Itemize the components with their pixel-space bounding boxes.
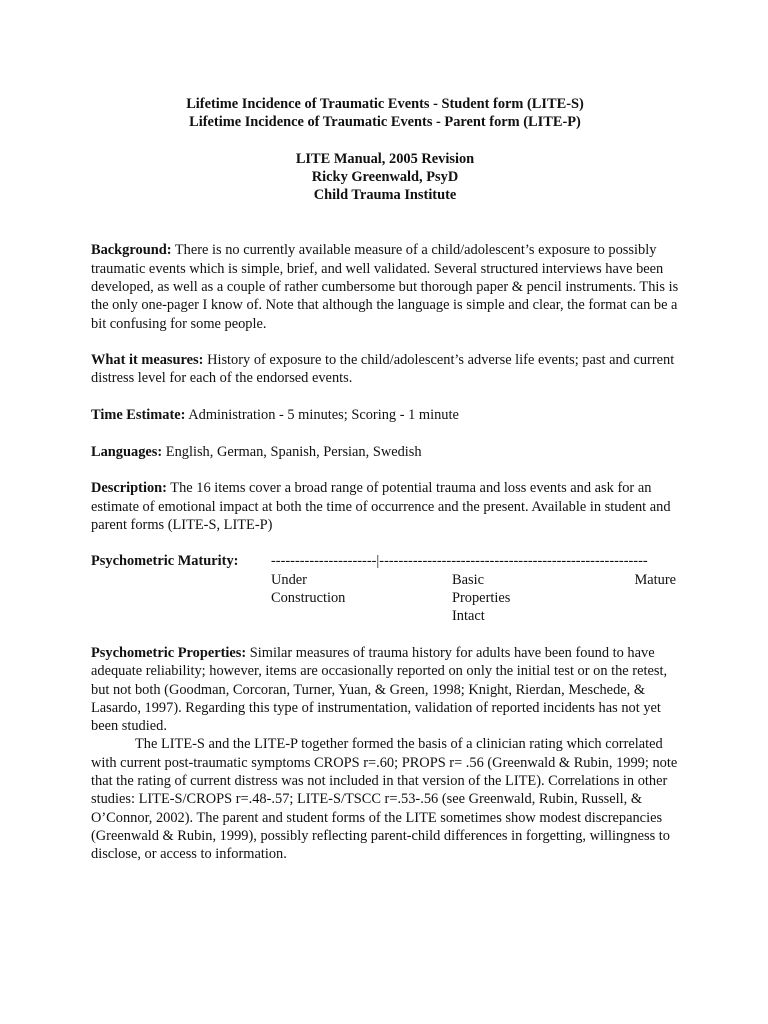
maturity-basic-line2: Properties	[452, 590, 511, 607]
manual-revision: LITE Manual, 2005 Revision	[295, 150, 475, 167]
document-title-block	[91, 95, 679, 132]
languages-label: Languages:	[91, 443, 163, 460]
title-line-student: Lifetime Incidence of Traumatic Events - Student form (LITE-S)	[186, 96, 584, 112]
document-body	[91, 95, 679, 863]
measures-section	[91, 351, 679, 388]
maturity-basic-line1: Basic	[452, 571, 484, 588]
maturity-scale	[91, 552, 679, 625]
title-line-parent: Lifetime Incidence of Traumatic Events - Parent form (LITE-P)	[189, 114, 581, 131]
maturity-under-line2: Construction	[271, 590, 346, 607]
properties-paragraph-1	[91, 644, 679, 735]
author-block	[91, 150, 679, 205]
maturity-scale-line: ----------------------|--------------------------------------------------------	[271, 553, 648, 570]
description-label: Description:	[91, 480, 167, 497]
institute-name: Child Trauma Institute	[313, 187, 457, 204]
time-label: Time Estimate:	[91, 407, 186, 424]
maturity-level-mature: Mature	[634, 571, 676, 588]
maturity-level-under-construction	[271, 571, 345, 608]
author-name: Ricky Greenwald, PsyD	[311, 169, 459, 186]
maturity-under-line1: Under	[271, 571, 307, 588]
maturity-level-basic	[452, 571, 510, 626]
measures-label: What it measures:	[91, 352, 204, 369]
time-text: Administration - 5 minutes; Scoring - 1 minute	[188, 407, 459, 424]
description-text: The 16 items cover a broad range of potential trauma and loss events and ask for an estimate of emotional impact at both the time of occurrence and the present. Available in student and parent forms (LITE-S, LITE-P)	[91, 480, 671, 533]
languages-section	[91, 443, 679, 461]
description-section	[91, 479, 679, 534]
maturity-basic-line3: Intact	[452, 608, 485, 625]
properties-label: Psychometric Properties:	[91, 644, 247, 661]
properties-paragraph-2: The LITE-S and the LITE-P together formed the basis of a clinician rating which correlated with current post-traumatic symptoms CROPS r=.60; PROPS r= .56 (Greenwald & Rubin, 1999; note that the rating of current distress was not included in that version of the LITE). Correlations in other studies: LITE-S/CROPS r=.48-.57; LITE-S/TSCC r=.53-.56 (see Greenwald, Rubin, Russell, & O’Connor, 2002). The parent and student forms of the LITE sometimes show modest discrepancies (Greenwald & Rubin, 1999), possibly reflecting parent-child differences in forgetting, willingness to disclose, or access to information.	[91, 736, 678, 863]
measures-text: History of exposure to the child/adolescent’s adverse life events; past and current distress level for each of the endorsed events.	[91, 352, 675, 387]
background-label: Background:	[91, 242, 172, 259]
background-section	[91, 241, 679, 332]
time-section	[91, 406, 679, 424]
maturity-label: Psychometric Maturity:	[91, 553, 239, 570]
properties-section	[91, 644, 679, 864]
languages-text: English, German, Spanish, Persian, Swedish	[165, 443, 422, 460]
properties-text: Similar measures of trauma history for adults have been found to have adequate reliability; however, items are occasionally reported on only the initial test or on the retest, but not both (Goodman, Corcoran, Turner, Yuan, & Green, 1998; Knight, Rierdan, Meschede, & Lasardo, 1997). Regarding this type of instrumentation, validation of reported incidents has not yet been studied.	[91, 644, 668, 735]
background-text: There is no currently available measure of a child/adolescent’s exposure to possibly traumatic events which is simple, brief, and well validated. Several structured interviews have been developed, as well as a couple of rather cumbersome but thorough paper & pencil instruments. This is the only one-pager I know of. Note that although the language is simple and clear, the format can be a bit confusing for some people.	[91, 242, 679, 332]
